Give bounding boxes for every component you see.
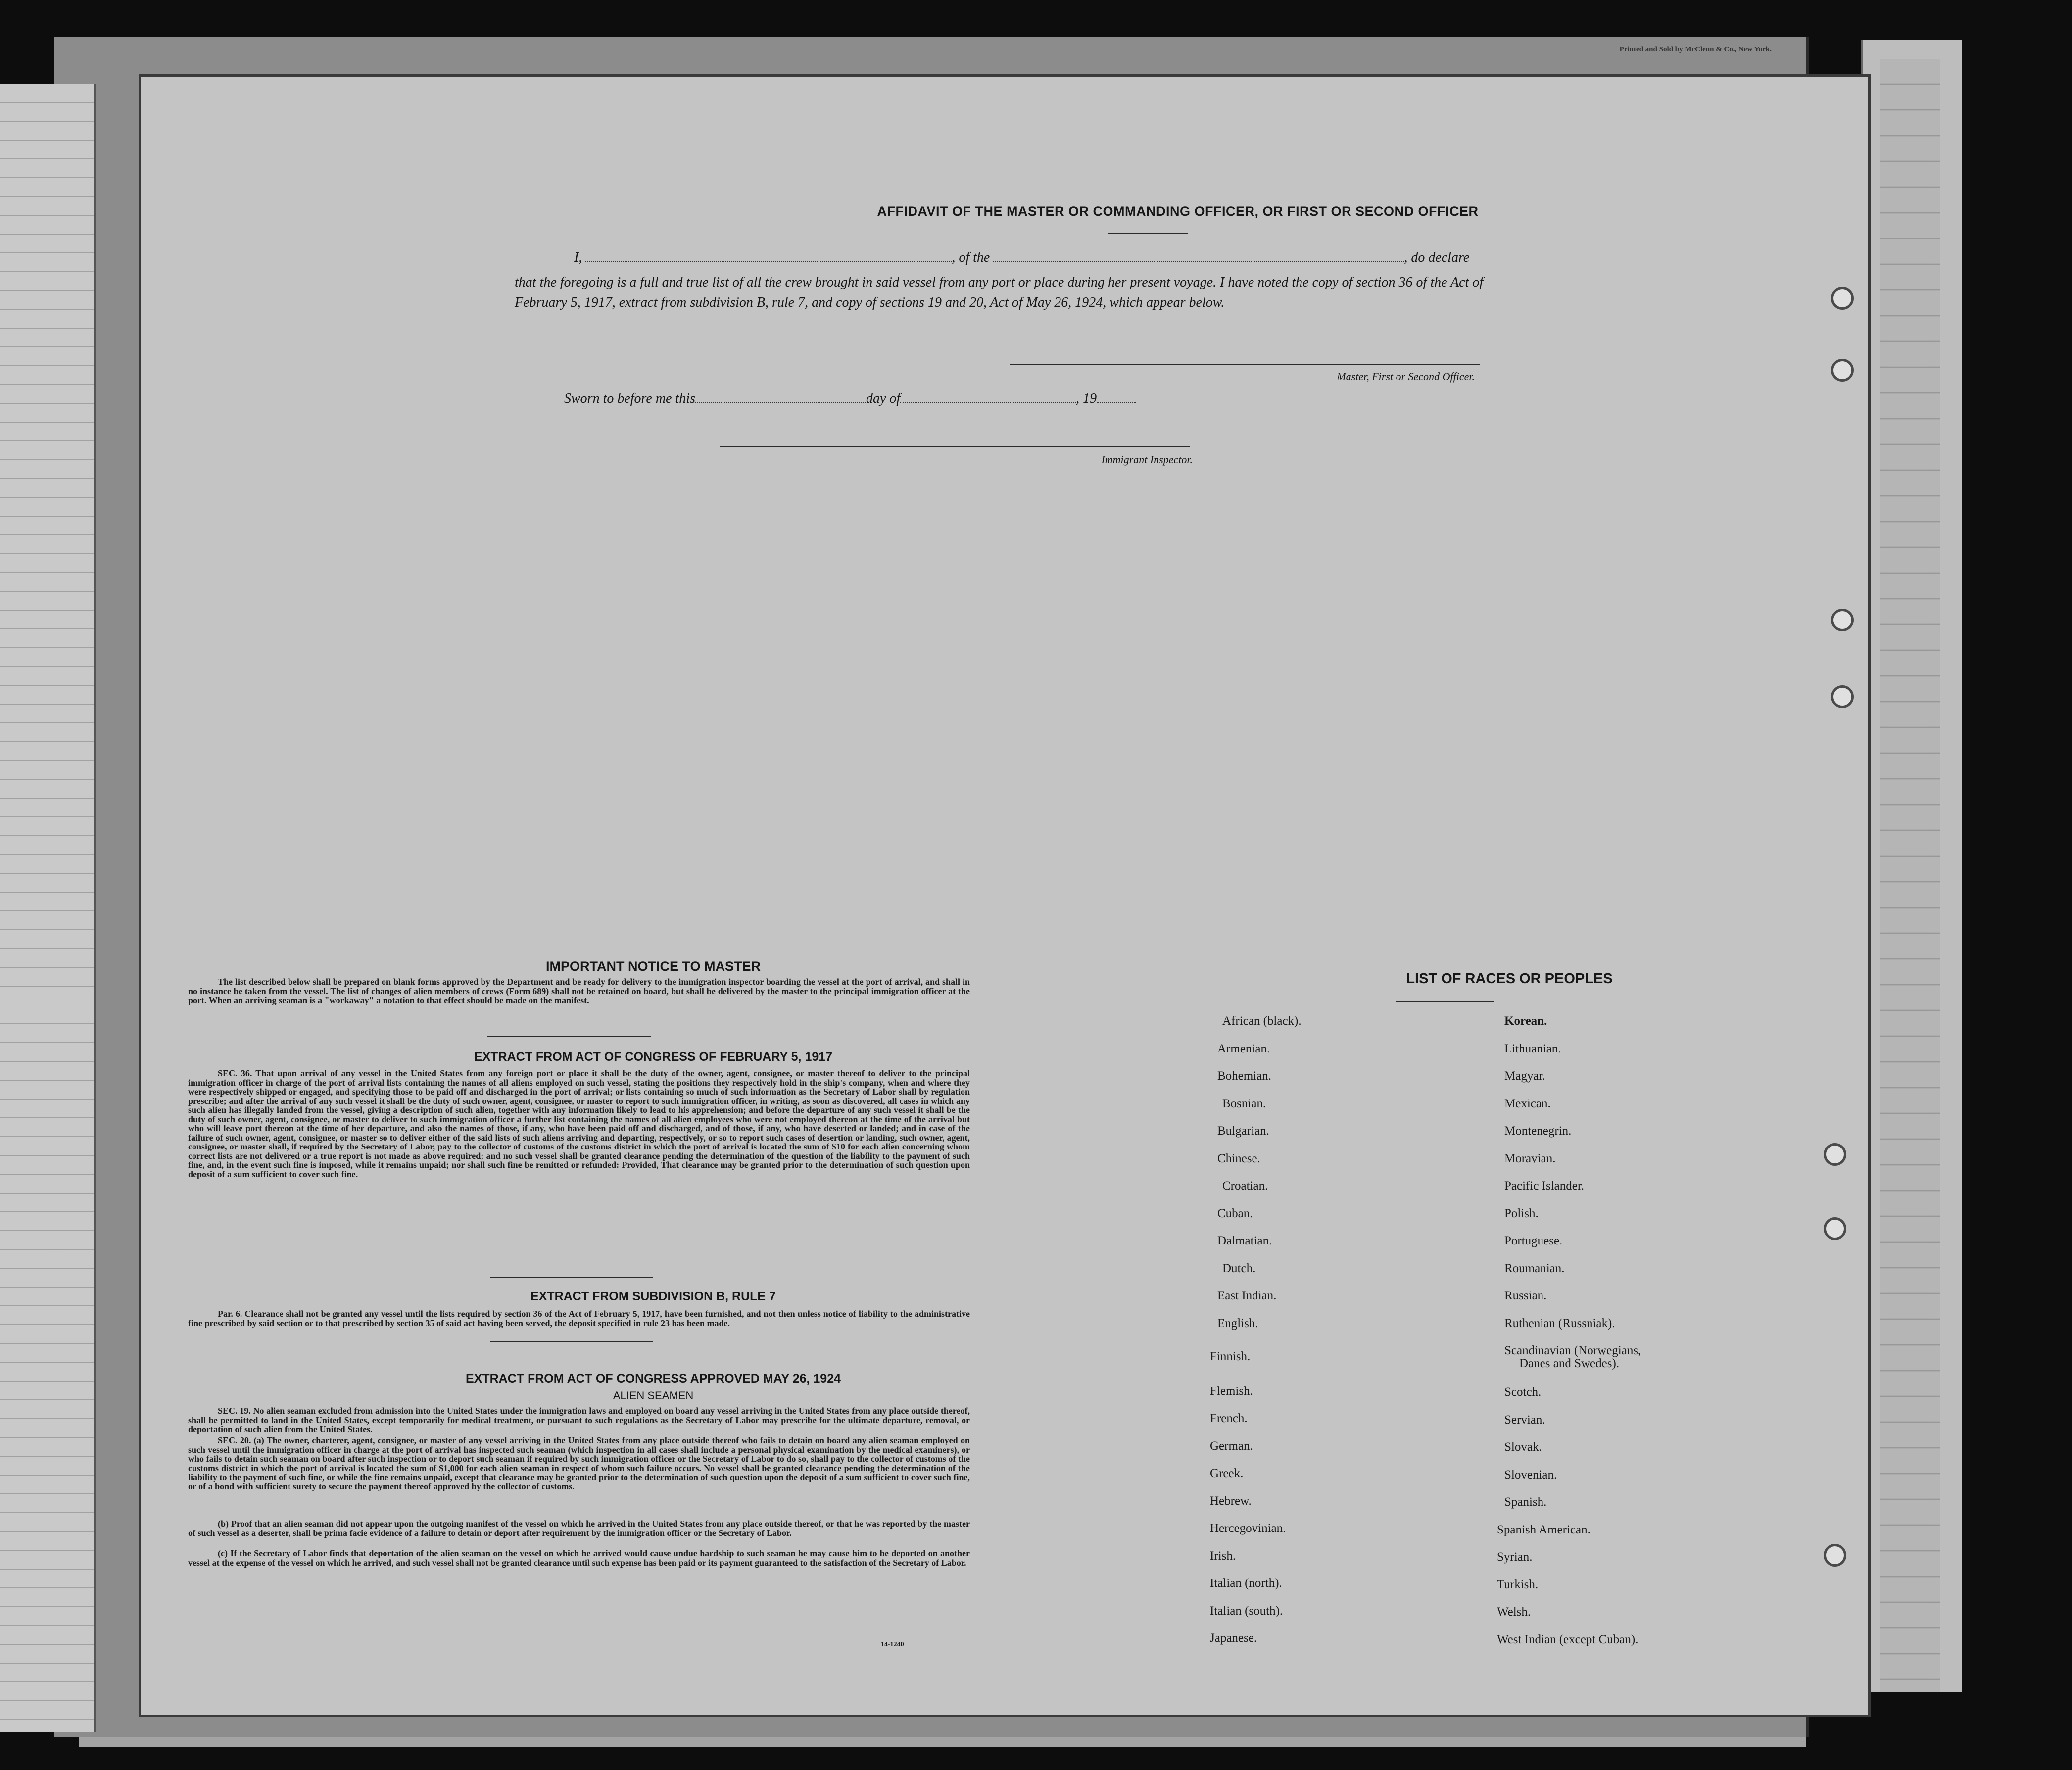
binder-hole-icon bbox=[1831, 287, 1854, 310]
notice-title: IMPORTANT NOTICE TO MASTER bbox=[546, 959, 761, 974]
race-item: Magyar. bbox=[1504, 1069, 1545, 1083]
race-item: Greek. bbox=[1210, 1467, 1244, 1480]
race-item: Scandinavian (Norwegians, bbox=[1504, 1344, 1641, 1357]
extract-1924-subtitle: ALIEN SEAMEN bbox=[613, 1389, 694, 1402]
sworn-year-label: , 19 bbox=[1076, 391, 1097, 406]
sec20a-text: SEC. 20. (a) The owner, charterer, agent, consignee, or master of any vessel arriving in the United States from any place outside thereof who fails to detain on board any alien seaman employed on such vessel until the immigration officer in charge at the port of arrival has inspected such seaman (which inspection in all cases shall include a personal physical examination by the medical examiners), or who fails to detain such seaman on board after such inspection or to deport such seaman if required by such immigration officer or the Secretary of Labor to do so, shall pay to the collector of customs of the customs district in which the port of arrival is located the sum of $1,000 for each alien seaman in respect of whom such failure occurs. No vessel shall be granted clearance pending the determination of the liability to the payment of such fine, or while the fine remains unpaid, except that clearance may be granted prior to the determination of such question upon the deposit of a sum sufficient to cover such fine, or of a bond with sufficient surety to secure the payment thereof approved by the collector of customs. bbox=[188, 1435, 970, 1491]
sworn-month-field[interactable] bbox=[900, 392, 1076, 403]
race-item: Mexican. bbox=[1504, 1097, 1551, 1110]
race-item: Irish. bbox=[1210, 1549, 1236, 1563]
sworn-line bbox=[564, 391, 1207, 407]
race-item: Welsh. bbox=[1497, 1605, 1531, 1619]
divider bbox=[1396, 1001, 1494, 1002]
race-item: Slovenian. bbox=[1504, 1468, 1557, 1482]
binder-hole-icon bbox=[1831, 359, 1854, 382]
printer-note: Printed and Sold by McClenn & Co., New York. bbox=[1619, 46, 1772, 53]
race-item: Bohemian. bbox=[1217, 1069, 1272, 1083]
master-signature-label: Master, First or Second Officer. bbox=[1337, 370, 1475, 383]
race-item: Bosnian. bbox=[1222, 1097, 1266, 1110]
ruled-paper-strip bbox=[0, 84, 96, 1732]
binder-hole-icon bbox=[1824, 1544, 1846, 1567]
notice-text: The list described below shall be prepared on blank forms approved by the Department and be ready for delivery to the immigration inspector boarding the vessel at the port of arrival, and shall in no instance be taken from the vessel. The list of changes of alien members of crews (Form 689) shall not be retained on board, but shall be delivered by the master to the principal immigration officer at the port. When an arriving seaman is a "workaway" a notation to that effect should be made on the manifest. bbox=[188, 977, 970, 1005]
divider bbox=[490, 1277, 653, 1278]
race-item: Servian. bbox=[1504, 1413, 1545, 1427]
race-item: Dalmatian. bbox=[1217, 1234, 1272, 1247]
race-item: Scotch. bbox=[1504, 1386, 1542, 1399]
race-item: German. bbox=[1210, 1439, 1253, 1453]
race-item: Spanish American. bbox=[1497, 1523, 1590, 1536]
race-item: Roumanian. bbox=[1504, 1261, 1565, 1275]
rule7-title: EXTRACT FROM SUBDIVISION B, RULE 7 bbox=[530, 1290, 776, 1303]
binder-hole-icon bbox=[1831, 609, 1854, 631]
race-item: Armenian. bbox=[1217, 1042, 1270, 1055]
sworn-day-field[interactable] bbox=[695, 392, 866, 403]
form-number: 14-1240 bbox=[881, 1641, 904, 1648]
race-item: Finnish. bbox=[1210, 1350, 1251, 1363]
master-name-field[interactable] bbox=[585, 251, 952, 262]
sworn-day-of-label: day of bbox=[866, 391, 901, 406]
race-item: East Indian. bbox=[1217, 1289, 1277, 1302]
race-item: Lithuanian. bbox=[1504, 1042, 1561, 1055]
inspector-signature-line[interactable] bbox=[720, 446, 1190, 447]
race-item: Syrian. bbox=[1497, 1550, 1533, 1564]
race-item: French. bbox=[1210, 1412, 1248, 1425]
rule7-text: Par. 6. Clearance shall not be granted any vessel until the lists required by section 36 of the Act of February 5, 1917, have been furnished, and not then unless notice of liability to the administrative fine prescribed by said section or to that prescribed by section 35 of said act having been served, the deposit specified in rule 23 has been made. bbox=[188, 1309, 970, 1328]
divider bbox=[490, 1341, 653, 1342]
race-item: Cuban. bbox=[1217, 1206, 1253, 1220]
races-title: LIST OF RACES OR PEOPLES bbox=[1406, 971, 1613, 987]
race-item: Pacific Islander. bbox=[1504, 1179, 1585, 1193]
race-item: Bulgarian. bbox=[1217, 1124, 1269, 1138]
race-item: Italian (south). bbox=[1210, 1604, 1283, 1618]
race-item: Moravian. bbox=[1504, 1151, 1556, 1165]
race-item: Polish. bbox=[1504, 1206, 1539, 1220]
sec20b-text: (b) Proof that an alien seaman did not appear upon the outgoing manifest of the vessel on which he arrived in the United States from any place outside thereof, or that he was reported by the master of such vessel as a deserter, shall be prima facie evidence of a failure to detain or deport after requirement by the immigration officer or the Secretary of Labor. bbox=[188, 1519, 970, 1538]
sworn-label: Sworn to before me this bbox=[564, 391, 695, 406]
race-item: Spanish. bbox=[1504, 1495, 1547, 1509]
race-item: Slovak. bbox=[1504, 1440, 1542, 1454]
vessel-name-field[interactable] bbox=[993, 251, 1404, 262]
divider bbox=[1108, 233, 1188, 234]
sec19-text: SEC. 19. No alien seaman excluded from admission into the United States under the immigration laws and employed on board any vessel arriving in the United States from any place outside thereof, shall be permitted to land in the United States, except temporarily for medical treatment, or pursuant to such regulations as the Secretary of Labor may prescribe for the ultimate departure, removal, or deportation of such alien from the United States. bbox=[188, 1406, 970, 1434]
form-page bbox=[139, 74, 1871, 1717]
extract-1924-title: EXTRACT FROM ACT OF CONGRESS APPROVED MAY 26, 1924 bbox=[465, 1372, 841, 1386]
race-item: Portuguese. bbox=[1504, 1234, 1563, 1247]
race-item: Russian. bbox=[1504, 1289, 1547, 1302]
binder-hole-icon bbox=[1824, 1143, 1846, 1166]
race-item: Croatian. bbox=[1222, 1179, 1268, 1193]
binder-hole-icon bbox=[1831, 685, 1854, 708]
race-item: Italian (north). bbox=[1210, 1577, 1282, 1590]
inspector-signature-label: Immigrant Inspector. bbox=[1101, 453, 1193, 466]
race-item: African (black). bbox=[1222, 1014, 1301, 1028]
race-item: Danes and Swedes). bbox=[1519, 1357, 1620, 1370]
master-signature-line[interactable] bbox=[1010, 364, 1480, 365]
race-item: Flemish. bbox=[1210, 1384, 1253, 1398]
divider bbox=[487, 1036, 651, 1037]
affidavit-title: AFFIDAVIT OF THE MASTER OR COMMANDING OFFICER, OR FIRST OR SECOND OFFICER bbox=[877, 204, 1479, 219]
affidavit-body: that the foregoing is a full and true list of all the crew brought in said vessel from any port or place during her present voyage. I have noted the copy of section 36 of the Act of February 5, 1917, extract from subdivision B, rule 7, and copy of sections 19 and 20, Act of May 26, 1924, which appear below. bbox=[515, 275, 1484, 310]
race-item: Ruthenian (Russniak). bbox=[1504, 1316, 1615, 1330]
race-item: Dutch. bbox=[1222, 1261, 1256, 1275]
race-item: Japanese. bbox=[1210, 1631, 1257, 1645]
affidavit-declare-label: , do declare bbox=[1404, 250, 1470, 265]
binder-hole-icon bbox=[1824, 1217, 1846, 1240]
race-item: Montenegrin. bbox=[1504, 1124, 1572, 1138]
race-item: Chinese. bbox=[1217, 1151, 1260, 1165]
race-item: Hebrew. bbox=[1210, 1494, 1252, 1508]
race-item: English. bbox=[1217, 1316, 1258, 1330]
affidavit-i-label: I, bbox=[574, 250, 582, 265]
race-item: West Indian (except Cuban). bbox=[1497, 1632, 1638, 1646]
race-item: Korean. bbox=[1504, 1014, 1547, 1028]
affidavit-declaration-line bbox=[574, 250, 1524, 266]
race-item: Hercegovinian. bbox=[1210, 1522, 1286, 1535]
right-ruled-strip bbox=[1880, 59, 1940, 1692]
sec20c-text: (c) If the Secretary of Labor finds that deportation of the alien seaman on the vessel on which he arrived would cause undue hardship to such seaman he may cause him to be deported on another vessel at the expense of the vessel on which he arrived, and such vessel shall not be granted clearance until such expense has been paid or its payment guaranteed to the satisfaction of the Secretary of Labor. bbox=[188, 1548, 970, 1568]
extract-1917-title: EXTRACT FROM ACT OF CONGRESS OF FEBRUARY 5, 1917 bbox=[474, 1050, 833, 1064]
affidavit-of-the-label: , of the bbox=[952, 250, 990, 265]
race-item: Turkish. bbox=[1497, 1578, 1539, 1591]
sworn-year-field[interactable] bbox=[1097, 392, 1136, 403]
extract-1917-text: SEC. 36. That upon arrival of any vessel in the United States from any foreign port or place it shall be the duty of the owner, agent, consignee, or master thereof to deliver to the principal immigration officer in charge of the port of arrival lists containing the names of all aliens employed on such vessel, stating the positions they respectively hold in the ship's company, when and where they were respectively shipped or engaged, and specifying those to be paid off and discharged in the port of arrival; or lists containing so much of such information as the Secretary of Labor shall by regulation prescribe; and after the arrival of any such vessel it shall be the duty of such owner, agent, consignee, or master to report to such immigration officer, in writing, as soon as discovered, all cases in which any such alien has illegally landed from the vessel, giving a description of such alien, together with any information likely to lead to his apprehension; and before the departure of any such vessel it shall be the duty of such owner, agent, consignee, or master to deliver to such immigration officer a further list containing the names of all alien employees who were not employed thereon at the time of the arrival but who will leave port thereon at the time of her departure, and also the names of those, if any, who have been paid off and discharged, and of those, if any, who have deserted or landed; and in case of the failure of such owner, agent, consignee, or master so to deliver either of the said lists of such aliens arriving and departing, respectively, or so to report such cases of desertion or landing, such owner, agent, consignee, or master shall, if required by the Secretary of Labor, pay to the collector of customs of the customs district in which the port of arrival is located the sum of $10 for each alien concerning whom correct lists are not delivered or a true report is not made as above required; and no such vessel shall be granted clearance pending the determination of the question of the liability to the payment of such fine, and, in the event such fine is imposed, while it remains unpaid; nor shall such fine be remitted or refunded: Provided, That clearance may be granted prior to the determination of such question upon deposit of a sum sufficient to cover such fine. bbox=[188, 1068, 970, 1179]
